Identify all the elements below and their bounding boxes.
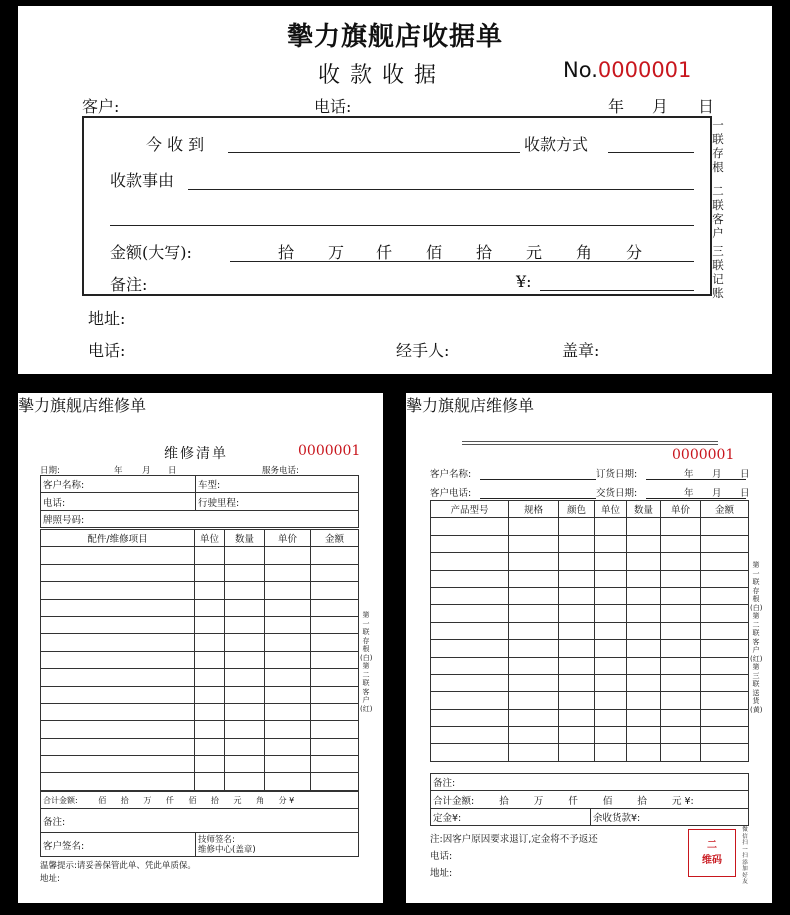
- sales-item-cell[interactable]: [661, 640, 701, 657]
- col-color: 颜色: [559, 501, 595, 518]
- repair-item-cell[interactable]: [225, 669, 265, 686]
- unit-bai: 佰: [426, 243, 443, 262]
- sales-item-row: [431, 727, 749, 744]
- delivery-date-input[interactable]: [646, 498, 746, 499]
- repair-item-row: [41, 756, 359, 773]
- repair-item-cell[interactable]: [311, 634, 359, 651]
- sales-item-cell[interactable]: [627, 535, 661, 552]
- reason-input-line2[interactable]: [110, 225, 694, 226]
- phone-label: 电话:: [314, 97, 352, 116]
- sales-item-cell[interactable]: [431, 692, 509, 709]
- repair-item-cell[interactable]: [265, 721, 311, 738]
- repair-item-cell[interactable]: [311, 773, 359, 790]
- repair-item-cell[interactable]: [311, 738, 359, 755]
- sales-item-cell[interactable]: [509, 535, 559, 552]
- tech-sign-cell[interactable]: 技师签名: 维修中心(盖章): [196, 833, 359, 857]
- repair-items-table: [40, 529, 359, 791]
- col-price: 单价: [265, 530, 311, 547]
- sales-item-cell[interactable]: [559, 709, 595, 726]
- col-unit: 单位: [195, 530, 225, 547]
- repair-item-cell[interactable]: [225, 703, 265, 720]
- sales-customer-name-input[interactable]: [480, 479, 596, 480]
- repair-year: 年: [114, 466, 123, 476]
- sales-side-text: 第一联存根(白)第二联客户(红)第三联送货(黄): [750, 561, 763, 714]
- sales-item-cell[interactable]: [431, 709, 509, 726]
- col-spec: 规格: [509, 501, 559, 518]
- sales-customer-phone-input[interactable]: [480, 498, 596, 499]
- repair-item-row: [41, 582, 359, 599]
- sales-item-cell[interactable]: [701, 622, 749, 639]
- repair-item-row: [41, 564, 359, 581]
- repair-item-cell[interactable]: [41, 547, 195, 564]
- order-date-label: 订货日期:: [596, 469, 638, 480]
- delivery-day: 日: [740, 488, 750, 499]
- sales-item-cell[interactable]: [627, 553, 661, 570]
- sales-item-cell[interactable]: [661, 622, 701, 639]
- sales-item-cell[interactable]: [431, 674, 509, 691]
- repair-item-cell[interactable]: [41, 669, 195, 686]
- sales-item-cell[interactable]: [509, 518, 559, 535]
- sales-item-cell[interactable]: [701, 744, 749, 761]
- order-date-input[interactable]: [646, 479, 746, 480]
- repair-item-cell[interactable]: [195, 756, 225, 773]
- repair-item-cell[interactable]: [41, 564, 195, 581]
- yen-label: ¥:: [516, 272, 532, 291]
- repair-item-cell[interactable]: [225, 564, 265, 581]
- col-price: 单价: [661, 501, 701, 518]
- repair-item-cell[interactable]: [41, 703, 195, 720]
- repair-item-cell[interactable]: [265, 582, 311, 599]
- month-label: 月: [652, 97, 669, 116]
- sales-item-cell[interactable]: [627, 518, 661, 535]
- unit-wan: 万: [328, 243, 345, 262]
- delivery-month: 月: [712, 488, 722, 499]
- sales-item-cell[interactable]: [559, 744, 595, 761]
- sales-form: [406, 393, 772, 903]
- repair-item-cell[interactable]: [225, 721, 265, 738]
- repair-item-cell[interactable]: [265, 564, 311, 581]
- repair-item-cell[interactable]: [225, 634, 265, 651]
- sales-item-row: [431, 709, 749, 726]
- amount-input[interactable]: [230, 261, 694, 262]
- repair-footer-table: [40, 791, 359, 857]
- sales-item-cell[interactable]: [661, 587, 701, 604]
- day-label: 日: [698, 97, 715, 116]
- repair-item-cell[interactable]: [265, 651, 311, 668]
- repair-item-cell[interactable]: [311, 669, 359, 686]
- sales-item-cell[interactable]: [509, 692, 559, 709]
- sales-item-cell[interactable]: [595, 518, 627, 535]
- sales-item-cell[interactable]: [661, 605, 701, 622]
- repair-item-cell[interactable]: [265, 669, 311, 686]
- repair-item-row: [41, 773, 359, 790]
- sales-item-cell[interactable]: [431, 553, 509, 570]
- repair-item-cell[interactable]: [265, 773, 311, 790]
- sales-item-cell[interactable]: [701, 657, 749, 674]
- repair-item-cell[interactable]: [311, 703, 359, 720]
- repair-item-cell[interactable]: [41, 738, 195, 755]
- receipt-form: [18, 6, 772, 374]
- sales-item-cell[interactable]: [559, 622, 595, 639]
- repair-item-row: [41, 634, 359, 651]
- sales-item-row: [431, 553, 749, 570]
- sales-item-cell[interactable]: [627, 570, 661, 587]
- sales-item-cell[interactable]: [701, 518, 749, 535]
- sales-item-cell[interactable]: [701, 674, 749, 691]
- col-unit: 单位: [595, 501, 627, 518]
- customer-name-cell[interactable]: 客户名称:: [41, 476, 196, 493]
- sales-item-cell[interactable]: [595, 605, 627, 622]
- repair-item-cell[interactable]: [225, 686, 265, 703]
- repair-item-cell[interactable]: [265, 547, 311, 564]
- repair-item-cell[interactable]: [311, 582, 359, 599]
- repair-info-table: [40, 475, 359, 528]
- sales-item-cell[interactable]: [559, 587, 595, 604]
- received-input[interactable]: [228, 152, 520, 153]
- deposit-cell[interactable]: 定金¥:: [431, 808, 591, 825]
- sales-item-cell[interactable]: [509, 605, 559, 622]
- plate-cell[interactable]: 牌照号码:: [41, 510, 359, 527]
- qr-code-stamp: 二 维码: [688, 829, 736, 877]
- delivery-date-label: 交货日期:: [596, 488, 638, 499]
- sales-item-cell[interactable]: [431, 570, 509, 587]
- sales-item-cell[interactable]: [627, 692, 661, 709]
- sales-item-cell[interactable]: [701, 587, 749, 604]
- balance-cell[interactable]: 余收货款¥:: [591, 808, 749, 825]
- title-double-rule: [462, 441, 718, 445]
- sales-item-cell[interactable]: [509, 727, 559, 744]
- qr-side-text: 微信扫一扫添加好友: [742, 827, 748, 885]
- sales-item-cell[interactable]: [595, 674, 627, 691]
- sales-item-cell[interactable]: [661, 553, 701, 570]
- sales-item-cell[interactable]: [595, 570, 627, 587]
- method-label: 收款方式: [524, 135, 589, 154]
- sales-item-cell[interactable]: [509, 622, 559, 639]
- sales-item-cell[interactable]: [559, 657, 595, 674]
- repair-item-cell[interactable]: [311, 616, 359, 633]
- car-model-cell[interactable]: 车型:: [196, 476, 359, 493]
- address-label: 地址:: [88, 309, 126, 328]
- sales-customer-name-label: 客户名称:: [430, 469, 472, 480]
- sales-item-cell[interactable]: [595, 587, 627, 604]
- repair-item-cell[interactable]: [265, 686, 311, 703]
- unit-qian: 仟: [376, 243, 393, 262]
- order-day: 日: [740, 469, 750, 480]
- sales-total-cell[interactable]: 合计金额: 拾 万 仟 佰 拾 元 ¥:: [431, 791, 749, 808]
- sales-item-cell[interactable]: [595, 622, 627, 639]
- method-input[interactable]: [608, 152, 694, 153]
- receipt-subtitle: 收款收据: [318, 63, 447, 88]
- sales-item-cell[interactable]: [701, 709, 749, 726]
- repair-item-cell[interactable]: [265, 599, 311, 616]
- repair-item-cell[interactable]: [195, 703, 225, 720]
- repair-total-cell[interactable]: 合计金额: 佰 拾 万 仟 佰 拾 元 角 分 ¥: [41, 792, 359, 809]
- col-qty: 数量: [225, 530, 265, 547]
- repair-item-cell[interactable]: [225, 651, 265, 668]
- sales-item-cell[interactable]: [627, 622, 661, 639]
- sales-item-row: [431, 518, 749, 535]
- sales-item-cell[interactable]: [595, 692, 627, 709]
- sales-item-row: [431, 570, 749, 587]
- sales-item-cell[interactable]: [661, 535, 701, 552]
- sales-item-cell[interactable]: [595, 709, 627, 726]
- sales-item-cell[interactable]: [595, 727, 627, 744]
- repair-item-row: [41, 703, 359, 720]
- sales-item-cell[interactable]: [559, 727, 595, 744]
- repair-note-cell[interactable]: 备注:: [41, 809, 359, 833]
- repair-item-cell[interactable]: [311, 547, 359, 564]
- sales-item-cell[interactable]: [509, 709, 559, 726]
- sales-item-cell[interactable]: [431, 587, 509, 604]
- sales-item-row: [431, 640, 749, 657]
- repair-item-row: [41, 547, 359, 564]
- sales-item-cell[interactable]: [559, 570, 595, 587]
- sales-item-cell[interactable]: [627, 727, 661, 744]
- sales-item-row: [431, 674, 749, 691]
- sales-item-cell[interactable]: [627, 587, 661, 604]
- repair-item-row: [41, 669, 359, 686]
- repair-item-cell[interactable]: [195, 564, 225, 581]
- repair-item-cell[interactable]: [195, 547, 225, 564]
- repair-item-cell[interactable]: [195, 669, 225, 686]
- reason-label: 收款事由: [110, 171, 175, 190]
- sales-item-cell[interactable]: [627, 709, 661, 726]
- unit-shi2: 拾: [476, 243, 493, 262]
- seal-label: 盖章:: [562, 341, 600, 360]
- handler-label: 经手人:: [396, 341, 450, 360]
- sales-item-cell[interactable]: [431, 657, 509, 674]
- repair-phone-cell[interactable]: 电话:: [41, 493, 196, 510]
- sales-item-cell[interactable]: [431, 727, 509, 744]
- sales-phone-label: 电话:: [430, 851, 453, 862]
- repair-item-cell[interactable]: [195, 721, 225, 738]
- repair-side-text: 第一联存根(白)第二联客户(红): [360, 611, 373, 713]
- sales-item-cell[interactable]: [627, 640, 661, 657]
- sales-item-cell[interactable]: [701, 727, 749, 744]
- sales-item-cell[interactable]: [661, 727, 701, 744]
- repair-address-label: 地址:: [40, 874, 60, 884]
- sales-customer-phone-label: 客户电话:: [430, 488, 472, 499]
- repair-item-cell[interactable]: [41, 582, 195, 599]
- repair-item-cell[interactable]: [265, 634, 311, 651]
- sales-item-cell[interactable]: [431, 744, 509, 761]
- sales-item-cell[interactable]: [627, 657, 661, 674]
- repair-item-cell[interactable]: [41, 721, 195, 738]
- repair-item-cell[interactable]: [225, 738, 265, 755]
- reason-input[interactable]: [188, 189, 694, 190]
- repair-item-cell[interactable]: [195, 634, 225, 651]
- sales-item-row: [431, 622, 749, 639]
- repair-subtitle: 维修清单: [164, 446, 228, 462]
- repair-item-cell[interactable]: [311, 756, 359, 773]
- sales-item-cell[interactable]: [701, 605, 749, 622]
- repair-item-cell[interactable]: [41, 634, 195, 651]
- repair-item-cell[interactable]: [311, 721, 359, 738]
- sales-item-cell[interactable]: [559, 553, 595, 570]
- sales-item-cell[interactable]: [701, 692, 749, 709]
- sales-item-cell[interactable]: [595, 744, 627, 761]
- repair-number: 0000001: [298, 443, 361, 459]
- sales-item-cell[interactable]: [701, 535, 749, 552]
- sales-item-cell[interactable]: [661, 692, 701, 709]
- sales-item-cell[interactable]: [701, 640, 749, 657]
- repair-item-cell[interactable]: [41, 599, 195, 616]
- repair-tip: 温馨提示:请妥善保管此单、凭此单质保。: [40, 861, 196, 871]
- sales-address-label: 地址:: [430, 868, 453, 879]
- sales-item-cell[interactable]: [661, 674, 701, 691]
- repair-title: 摰力旗舰店维修单: [18, 396, 147, 415]
- sales-item-cell[interactable]: [661, 709, 701, 726]
- note-label: 备注:: [110, 275, 148, 294]
- repair-date-label: 日期:: [40, 466, 60, 476]
- refund-notice: 注:因客户原因要求退订,定金将不予返还: [430, 834, 598, 845]
- amount-label: 金额(大写):: [110, 243, 192, 262]
- repair-item-cell[interactable]: [41, 756, 195, 773]
- repair-item-cell[interactable]: [311, 686, 359, 703]
- sales-item-cell[interactable]: [509, 570, 559, 587]
- phone2-label: 电话:: [88, 341, 126, 360]
- sales-item-cell[interactable]: [661, 570, 701, 587]
- repair-item-row: [41, 651, 359, 668]
- sales-item-cell[interactable]: [509, 674, 559, 691]
- repair-item-cell[interactable]: [195, 651, 225, 668]
- repair-item-row: [41, 721, 359, 738]
- sales-item-cell[interactable]: [701, 570, 749, 587]
- repair-item-cell[interactable]: [265, 616, 311, 633]
- sales-item-row: [431, 692, 749, 709]
- repair-item-cell[interactable]: [265, 703, 311, 720]
- sales-item-row: [431, 535, 749, 552]
- repair-item-cell[interactable]: [225, 547, 265, 564]
- sales-item-cell[interactable]: [559, 535, 595, 552]
- repair-month: 月: [142, 466, 151, 476]
- repair-item-cell[interactable]: [311, 564, 359, 581]
- sales-item-cell[interactable]: [509, 657, 559, 674]
- repair-item-cell[interactable]: [195, 582, 225, 599]
- repair-item-cell[interactable]: [41, 616, 195, 633]
- repair-item-cell[interactable]: [225, 616, 265, 633]
- order-month: 月: [712, 469, 722, 480]
- repair-item-cell[interactable]: [41, 773, 195, 790]
- sales-item-cell[interactable]: [661, 657, 701, 674]
- sales-item-cell[interactable]: [509, 744, 559, 761]
- col-amount: 金额: [701, 501, 749, 518]
- receipt-body-box: [82, 116, 712, 296]
- repair-item-cell[interactable]: [265, 738, 311, 755]
- sales-item-cell[interactable]: [431, 535, 509, 552]
- unit-fen: 分: [626, 243, 643, 262]
- repair-form: [18, 393, 383, 903]
- sales-item-cell[interactable]: [559, 674, 595, 691]
- sales-item-row: [431, 657, 749, 674]
- customer-label: 客户:: [82, 97, 120, 116]
- repair-item-cell[interactable]: [265, 756, 311, 773]
- service-phone-label: 服务电话:: [262, 466, 299, 476]
- customer-sign-cell[interactable]: 客户签名:: [41, 833, 196, 857]
- sales-item-row: [431, 744, 749, 761]
- repair-item-row: [41, 599, 359, 616]
- repair-item-cell[interactable]: [41, 686, 195, 703]
- copy-side-text: 一联存根 二联客户 三联记账: [712, 118, 724, 300]
- yen-input[interactable]: [540, 290, 694, 291]
- sales-item-cell[interactable]: [595, 657, 627, 674]
- sales-item-cell[interactable]: [509, 553, 559, 570]
- sales-item-row: [431, 605, 749, 622]
- repair-item-cell[interactable]: [225, 582, 265, 599]
- sales-item-cell[interactable]: [627, 605, 661, 622]
- delivery-year: 年: [684, 488, 694, 499]
- repair-item-cell[interactable]: [195, 686, 225, 703]
- sales-item-cell[interactable]: [559, 692, 595, 709]
- sales-item-cell[interactable]: [595, 535, 627, 552]
- unit-jiao: 角: [576, 243, 593, 262]
- repair-item-row: [41, 738, 359, 755]
- mileage-cell[interactable]: 行驶里程:: [196, 493, 359, 510]
- repair-day: 日: [168, 466, 177, 476]
- sales-number: 0000001: [672, 447, 735, 463]
- repair-item-cell[interactable]: [225, 756, 265, 773]
- sales-item-cell[interactable]: [595, 553, 627, 570]
- col-model: 产品型号: [431, 501, 509, 518]
- sales-item-cell[interactable]: [431, 640, 509, 657]
- repair-item-row: [41, 686, 359, 703]
- sales-item-cell[interactable]: [701, 553, 749, 570]
- sales-item-cell[interactable]: [627, 674, 661, 691]
- unit-shi: 拾: [278, 243, 295, 262]
- repair-item-cell[interactable]: [311, 599, 359, 616]
- unit-yuan: 元: [526, 243, 543, 262]
- sales-items-table: [430, 500, 749, 762]
- repair-item-cell[interactable]: [225, 773, 265, 790]
- sales-item-row: [431, 587, 749, 604]
- sales-item-cell[interactable]: [431, 622, 509, 639]
- sales-item-cell[interactable]: [661, 518, 701, 535]
- sales-item-cell[interactable]: [509, 587, 559, 604]
- repair-item-cell[interactable]: [195, 616, 225, 633]
- received-label: 今 收 到: [146, 135, 205, 154]
- repair-item-cell[interactable]: [41, 651, 195, 668]
- repair-item-cell[interactable]: [195, 738, 225, 755]
- sales-item-cell[interactable]: [431, 605, 509, 622]
- sales-item-cell[interactable]: [509, 640, 559, 657]
- repair-item-cell[interactable]: [195, 773, 225, 790]
- sales-footer-table: [430, 773, 749, 826]
- col-item: 配件/维修项目: [41, 530, 195, 547]
- col-amount: 金额: [311, 530, 359, 547]
- receipt-title: 摰力旗舰店收据单: [286, 22, 503, 52]
- sales-title: 摰力旗舰店维修单: [406, 396, 535, 415]
- order-year: 年: [684, 469, 694, 480]
- sales-item-cell[interactable]: [431, 518, 509, 535]
- repair-item-cell[interactable]: [195, 599, 225, 616]
- sales-item-cell[interactable]: [627, 744, 661, 761]
- sales-item-cell[interactable]: [661, 744, 701, 761]
- sales-item-cell[interactable]: [595, 640, 627, 657]
- col-qty: 数量: [627, 501, 661, 518]
- receipt-number: No.0000001: [563, 58, 692, 82]
- repair-item-cell[interactable]: [311, 651, 359, 668]
- repair-item-cell[interactable]: [225, 599, 265, 616]
- repair-item-row: [41, 616, 359, 633]
- year-label: 年: [608, 97, 625, 116]
- sales-item-cell[interactable]: [559, 518, 595, 535]
- sales-item-cell[interactable]: [559, 640, 595, 657]
- sales-item-cell[interactable]: [559, 605, 595, 622]
- sales-note-cell[interactable]: 备注:: [431, 774, 749, 791]
